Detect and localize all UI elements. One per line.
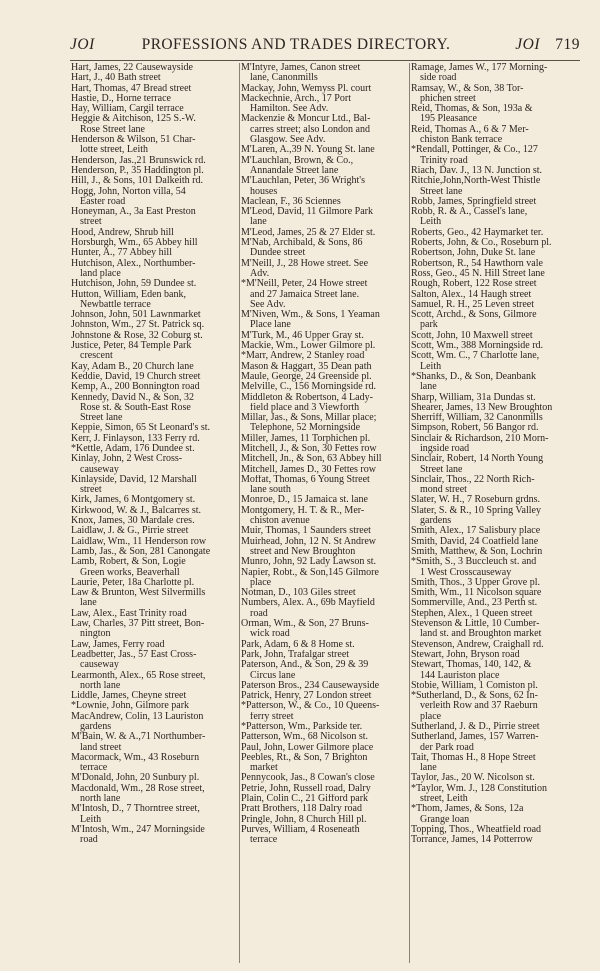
directory-entry-line: Hart, Thomas, 47 Bread street [71, 83, 192, 94]
directory-entry-line: Purves, William, 4 Roseneath [241, 824, 360, 835]
column-divider-1 [239, 63, 240, 963]
directory-entry-line: Simpson, Robert, 56 Bangor rd. [411, 423, 539, 434]
directory-entry-line: place [420, 711, 442, 722]
directory-entry-line: Sinclair & Richardson, 210 Morn- [411, 433, 549, 444]
directory-entry-line: Rose Street lane [80, 124, 145, 135]
directory-entry-line: Easter road [80, 196, 126, 207]
directory-entry-line: Lamb, Jas., & Son, 281 Canongate [71, 546, 211, 557]
directory-entry-line: Scott, Archd., & Sons, Gilmore [411, 310, 537, 321]
directory-entry-line: Montgomery, H. T. & R., Mer- [241, 505, 365, 516]
directory-entry-line: M'Intosh, Wm., 247 Morningside [71, 824, 205, 835]
directory-entry-line: Middleton & Robertson, 4 Lady- [241, 392, 373, 403]
directory-entry-line: Samuel, R. H., 25 Leven street [411, 299, 535, 310]
directory-entry-line: Monroe, D., 15 Jamaica st. lane [241, 495, 368, 506]
directory-entry-line: Kirkwood, W. & J., Balcarres st. [71, 505, 201, 516]
directory-entry-line: Leadbetter, Jas., 57 East Cross- [71, 649, 197, 660]
directory-entry-line: Henderson & Wilson, 51 Char- [71, 135, 196, 146]
directory-entry-line: verleith Row and 37 Raeburn [420, 701, 538, 712]
directory-entry-line: Muirhead, John, 12 N. St Andrew [241, 536, 376, 547]
directory-entry-line: Mackie, Wm., Lower Gilmore pl. [241, 341, 376, 352]
directory-entry-line: *Lownie, John, Gilmore park [71, 701, 190, 712]
directory-entry-line: *Rendall, Pottinger, & Co., 127 [411, 145, 538, 156]
directory-entry-line: Robb, R. & A., Cassel's lane, [411, 207, 528, 218]
directory-entry-line: Reid, Thomas, & Son, 193a & [411, 104, 533, 115]
directory-entry-line: houses [250, 186, 278, 197]
directory-entry-line: Stevenson & Little, 10 Cumber- [411, 619, 540, 630]
directory-entry-line: Roberts, Geo., 42 Haymarket ter. [411, 227, 544, 238]
directory-entry-line: Green works, Beaverhall [80, 567, 180, 578]
directory-entry-line: Law, Charles, 37 Pitt street, Bon- [71, 619, 205, 630]
directory-entry-line: Keddie, David, 19 Church street [71, 371, 201, 382]
directory-entry-line: Hutton, William, Eden bank, [71, 289, 186, 300]
directory-entry-line: *Thom, James, & Sons, 12a [411, 804, 524, 815]
directory-entry-line: Kemp, A., 200 Bonnington road [71, 382, 200, 393]
directory-entry-line: street [80, 485, 102, 496]
directory-entry-line: Laurie, Peter, 18a Charlotte pl. [71, 577, 195, 588]
directory-entry-line: Law, Alex., East Trinity road [71, 608, 187, 619]
directory-entry-line: M'Lauchlan, Peter, 36 Wright's [241, 176, 365, 187]
header-rule [70, 60, 580, 61]
directory-entry-line: Hood, Andrew, Shrub hill [71, 227, 174, 238]
directory-entry-line: Rough, Robert, 122 Rose street [411, 279, 537, 290]
directory-entry-line: Ramsay, W., & Son, 38 Tor- [411, 83, 524, 94]
directory-entry-line: *Kettle, Adam, 176 Dundee st. [71, 443, 195, 454]
directory-entry-line: Ritchie,John,North-West Thistle [411, 176, 541, 187]
directory-entry-line: Leith [80, 814, 102, 825]
directory-entry-line: land place [80, 268, 121, 279]
directory-entry-line: Orman, Wm., & Son, 27 Bruns- [241, 619, 369, 630]
directory-entry-line: carres street; also London and [250, 124, 370, 135]
directory-entry-line: Muir, Thomas, 1 Saunders street [241, 526, 371, 537]
directory-entry-line: causeway [80, 464, 119, 475]
directory-entry-line: Liddle, James, Cheyne street [71, 691, 187, 702]
directory-entry-line: Johnson, John, 501 Lawnmarket [71, 310, 201, 321]
directory-entry-line: Johnstone & Rose, 32 Coburg st. [71, 330, 203, 341]
directory-entry-line: Rose st. & South-East Rose [80, 402, 191, 413]
directory-entry-line: Pratt Brothers, 118 Dalry road [241, 804, 362, 815]
directory-entry-line: Mackenzie & Moncur Ltd., Bal- [241, 114, 371, 125]
directory-entry-line: M'Intyre, James, Canon street [241, 63, 361, 73]
page-number: 719 [555, 36, 580, 53]
directory-entry-line: Slater, W. H., 7 Roseburn grdns. [411, 495, 541, 506]
directory-entry-line: ingside road [420, 443, 470, 454]
directory-entry-line: Hamilton. See Adv. [250, 104, 329, 115]
directory-entry-line: chiston Bank terrace [420, 135, 503, 146]
directory-entry-line: *M'Neill, Peter, 24 Howe street [241, 279, 368, 290]
directory-entry-line: lane [420, 382, 437, 393]
directory-entry-line: lane south [250, 485, 291, 496]
directory-entry-line: lane [80, 598, 97, 609]
directory-entry-line: Street lane [420, 186, 463, 197]
directory-entry-line: Smith, Alex., 17 Salisbury place [411, 526, 541, 537]
directory-entry-line: Lamb, Robert, & Son, Logie [71, 557, 186, 568]
directory-entry-line: Shearer, James, 13 New Broughton [411, 402, 553, 413]
directory-entry-line: See Adv. [250, 299, 286, 310]
directory-entry-line: Annandale Street lane [250, 165, 339, 176]
directory-entry-line: Macormack, Wm., 43 Roseburn [71, 752, 200, 763]
directory-entry-line: Hutchison, Alex., Northumber- [71, 258, 196, 269]
page-header [70, 36, 580, 60]
directory-entry-line: mond street [420, 485, 467, 496]
directory-entry-line: chiston avenue [250, 516, 310, 527]
directory-entry-line: Hutchison, John, 59 Dundee st. [71, 279, 197, 290]
directory-entry-line: Learmonth, Alex., 65 Rose street, [71, 670, 206, 681]
directory-entry-line: Smith, Matthew, & Son, Lochrin [411, 546, 543, 557]
directory-entry-line: Paterson Bros., 234 Causewayside [241, 680, 380, 691]
directory-entry-line: der Park road [420, 742, 474, 753]
directory-entry-line: Stevenson, Andrew, Craighall rd. [411, 639, 544, 650]
directory-entry-line: Kerr, J. Finlayson, 133 Ferry rd. [71, 433, 200, 444]
directory-entry-line: lane, Canonmills [250, 73, 318, 84]
directory-entry-line: market [250, 763, 278, 774]
directory-entry-line: Laidlaw, J. & G., Pirrie street [71, 526, 189, 537]
header-title: PROFESSIONS AND TRADES DIRECTORY. [141, 36, 451, 53]
directory-entry-line: Telephone, 52 Morningside [250, 423, 361, 434]
directory-entry-line: Kinlay, John, 2 West Cross- [71, 454, 183, 465]
column-divider-2 [409, 63, 410, 963]
directory-entry-line: Hogg, John, Norton villa, 54 [71, 186, 186, 197]
directory-entry-line: Maclean, F., 36 Sciennes [241, 196, 341, 207]
directory-entry-line: Pringle, John, 8 Church Hill pl. [241, 814, 367, 825]
directory-entry-line: Robb, James, Springfield street [411, 196, 537, 207]
directory-entry-line: Tait, Thomas H., 8 Hope Street [411, 752, 536, 763]
directory-entry-line: gardens [80, 722, 112, 732]
directory-entry-line: 195 Pleasance [420, 114, 477, 125]
directory-entry-line: Mason & Haggart, 35 Dean path [241, 361, 372, 372]
directory-entry-line: Smith, Wm., 11 Nicolson square [411, 588, 542, 599]
directory-entry-line: Paterson, And., & Son, 29 & 39 [241, 660, 369, 671]
directory-entry-line: *Patterson, Wm., Parkside ter. [241, 722, 363, 732]
directory-entry-line: Melville, C., 156 Morningside rd. [241, 382, 376, 393]
directory-entry-line: Mackechnie, Arch., 17 Port [241, 93, 351, 104]
directory-entry-line: Moffat, Thomas, 6 Young Street [241, 474, 370, 485]
directory-entry-line: and 27 Jamaica Street lane. [250, 289, 360, 300]
directory-columns [71, 63, 580, 963]
directory-entry-line: M'Niven, Wm., & Sons, 1 Yeaman [241, 310, 380, 321]
directory-entry-line: road [80, 835, 98, 846]
directory-entry-line: causeway [80, 660, 119, 671]
directory-entry-line: wick road [250, 629, 290, 640]
directory-entry-line: Pennycook, Jas., 8 Cowan's close [241, 773, 375, 784]
directory-entry-line: Stobie, William, 1 Comiston pl. [411, 680, 538, 691]
directory-entry-line: Ramage, James W., 177 Morning- [411, 63, 548, 73]
directory-entry-line: Smith, Thos., 3 Upper Grove pl. [411, 577, 540, 588]
directory-entry-line: Sharp, William, 31a Dundas st. [411, 392, 536, 403]
directory-entry-line: Laidlaw, Wm., 11 Henderson row [71, 536, 207, 547]
directory-entry-line: Sutherland, J. & D., Pirrie street [411, 722, 540, 732]
directory-entry-line: land st. and Broughton market [420, 629, 542, 640]
directory-entry-line: Ross, Geo., 45 N. Hill Street lane [411, 268, 545, 279]
directory-entry-line: Dundee street [250, 248, 306, 259]
directory-entry-line: Law, James, Ferry road [71, 639, 165, 650]
directory-entry-line: Maule, George, 24 Greenside pl. [241, 371, 372, 382]
directory-entry-line: Grange loan [420, 814, 470, 825]
directory-entry-line: 1 West Crosscauseway [420, 567, 512, 578]
directory-entry-line: Patterson, Wm., 68 Nicolson st. [241, 732, 369, 743]
directory-entry-line: Smith, David, 24 Coatfield lane [411, 536, 539, 547]
directory-entry-line: Park, John, Trafalgar street [241, 649, 350, 660]
directory-entry-line: Place lane [250, 320, 291, 331]
directory-entry-line: gardens [420, 516, 452, 527]
directory-entry-line: field place and 3 Viewforth [250, 402, 360, 413]
directory-entry-line: lotte street, Leith [80, 145, 149, 156]
directory-entry-line: Slater, S. & R., 10 Spring Valley [411, 505, 541, 516]
directory-entry-line: Peebles, Rt., & Son, 7 Brighton [241, 752, 368, 763]
directory-entry-line: Patrick, Henry, 27 London street [241, 691, 372, 702]
directory-entry-line: Topping, Thos., Wheatfield road [411, 824, 542, 835]
directory-entry-line: Roberts, John, & Co., Roseburn pl. [411, 238, 552, 249]
directory-entry-line: Salton, Alex., 14 Haugh street [411, 289, 532, 300]
directory-entry-line: *Sutherland, D., & Sons, 62 In- [411, 691, 538, 702]
directory-entry-line: Millar, Jas., & Sons, Millar place; [241, 413, 377, 424]
directory-entry-line: Hunter, A., 77 Abbey hill [71, 248, 172, 259]
directory-entry-line: *Smith, S., 3 Buccleuch st. and [411, 557, 537, 568]
directory-entry-line: *Taylor, Wm. J., 128 Constitution [411, 783, 547, 794]
directory-entry-line: M'Nab, Archibald, & Sons, 86 [241, 238, 363, 249]
directory-entry-line: Macdonald, Wm., 28 Rose street, [71, 783, 205, 794]
directory-entry-line: Adv. [250, 268, 270, 279]
directory-entry-line: terrace [250, 835, 278, 846]
directory-entry-line: land street [80, 742, 122, 753]
directory-entry-line: Mackay, John, Wemyss Pl. court [241, 83, 372, 94]
header-left-word: JOI [70, 36, 95, 53]
directory-entry-line: Stewart, Thomas, 140, 142, & [411, 660, 532, 671]
directory-entry-line: Scott, John, 10 Maxwell street [411, 330, 533, 341]
directory-entry-line: Kinlayside, David, 12 Marshall [71, 474, 197, 485]
directory-entry-line: M'Intosh, D., 7 Thorntree street, [71, 804, 200, 815]
directory-entry-line: Notman, D., 103 Giles street [241, 588, 356, 599]
directory-entry-line: Riach, Dav. J., 13 N. Junction st. [411, 165, 543, 176]
directory-entry-line: Kennedy, David N., & Son, 32 [71, 392, 194, 403]
directory-entry-line: park [420, 320, 438, 331]
directory-entry-line: Sinclair, Thos., 22 North Rich- [411, 474, 535, 485]
directory-entry-line: north lane [80, 680, 121, 691]
directory-entry-line: Henderson, P., 35 Haddington pl. [71, 165, 204, 176]
directory-entry-line: M'Lauchlan, Brown, & Co., [241, 155, 354, 166]
directory-entry-line: Horsburgh, Wm., 65 Abbey hill [71, 238, 198, 249]
directory-entry-line: *Marr, Andrew, 2 Stanley road [241, 351, 365, 362]
directory-entry-line: Glasgow. See Adv. [250, 135, 326, 146]
directory-entry-line: M'Turk, M., 46 Upper Gray st. [241, 330, 364, 341]
directory-entry-line: M'Neill, J., 28 Howe street. See [241, 258, 369, 269]
directory-entry-line: Napier, Robt., & Son,145 Gilmore [241, 567, 379, 578]
directory-column-1 [71, 63, 239, 963]
directory-entry-line: lane [420, 763, 437, 774]
directory-entry-line: place [250, 577, 272, 588]
directory-entry-line: Henderson, Jas.,21 Brunswick rd. [71, 155, 206, 166]
directory-entry-line: Knox, James, 30 Mardale cres. [71, 516, 195, 527]
directory-entry-line: Circus lane [250, 670, 296, 681]
directory-entry-line: side road [420, 73, 457, 84]
directory-entry-line: street [80, 217, 102, 228]
directory-entry-line: Torrance, James, 14 Potterrow [411, 835, 533, 846]
directory-entry-line: Kay, Adam B., 20 Church lane [71, 361, 194, 372]
directory-entry-line: 144 Lauriston place [420, 670, 500, 681]
directory-entry-line: Mitchell, J., & Son, 30 Fettes row [241, 443, 377, 454]
directory-entry-line: north lane [80, 794, 121, 805]
directory-entry-line: phichen street [420, 93, 476, 104]
directory-entry-line: crescent [80, 351, 113, 362]
directory-entry-line: Miller, James, 11 Torphichen pl. [241, 433, 371, 444]
directory-entry-line: *Shanks, D., & Son, Deanbank [411, 371, 536, 382]
directory-entry-line: Street lane [80, 413, 123, 424]
directory-entry-line: M'Leod, David, 11 Gilmore Park [241, 207, 373, 218]
directory-entry-line: Reid, Thomas A., 6 & 7 Mer- [411, 124, 529, 135]
directory-entry-line: Street lane [420, 464, 463, 475]
header-right-word: JOI [515, 36, 540, 53]
directory-entry-line: Mitchell, James D., 30 Fettes row [241, 464, 376, 475]
directory-entry-line: Newbattle terrace [80, 299, 151, 310]
directory-entry-line: Mitchell, Jn., & Son, 63 Abbey hill [241, 454, 382, 465]
directory-entry-line: Johnston, Wm., 27 St. Patrick sq. [71, 320, 205, 331]
directory-entry-line: Sinclair, Robert, 14 North Young [411, 454, 544, 465]
directory-entry-line: *Patterson, W., & Co., 10 Queens- [241, 701, 380, 712]
directory-entry-line: Keppie, Simon, 65 St Leonard's st. [71, 423, 211, 434]
directory-entry-line: M'Donald, John, 20 Sunbury pl. [71, 773, 200, 784]
directory-entry-line: M'Leod, James, 25 & 27 Elder st. [241, 227, 376, 238]
directory-entry-line: Law & Brunton, West Silvermills [71, 588, 206, 599]
directory-entry-line: terrace [80, 763, 108, 774]
directory-entry-line: Stephen, Alex., 1 Queen street [411, 608, 533, 619]
directory-entry-line: Hay, William, Cargil terrace [71, 104, 184, 115]
directory-entry-line: Hart, J., 40 Bath street [71, 73, 161, 84]
directory-entry-line: lane [250, 217, 267, 228]
directory-column-3 [411, 63, 579, 963]
directory-entry-line: Honeyman, A., 3a East Preston [71, 207, 196, 218]
directory-entry-line: Sutherland, James, 157 Warren- [411, 732, 539, 743]
directory-entry-line: Hill, J., & Sons, 101 Dalkeith rd. [71, 176, 203, 187]
directory-entry-line: MacAndrew, Colin, 13 Lauriston [71, 711, 204, 722]
directory-entry-line: Scott, Wm., 388 Morningside rd. [411, 341, 544, 352]
directory-entry-line: street and New Broughton [250, 546, 356, 557]
directory-entry-line: Hastie, D., Horne terrace [71, 93, 171, 104]
directory-entry-line: Robertson, John, Duke St. lane [411, 248, 536, 259]
directory-entry-line: Stewart, John, Bryson road [411, 649, 520, 660]
directory-entry-line: Petrie, John, Russell road, Dalry [241, 783, 371, 794]
directory-entry-line: Munro, John, 92 Lady Lawson st. [241, 557, 376, 568]
directory-entry-line: Numbers, Alex. A., 69b Mayfield [241, 598, 375, 609]
directory-entry-line: road [250, 608, 268, 619]
directory-entry-line: Park, Adam, 6 & 8 Home st. [241, 639, 355, 650]
directory-entry-line: Leith [420, 361, 442, 372]
directory-entry-line: M'Bain, W. & A.,71 Northumber- [71, 732, 206, 743]
directory-entry-line: Sommerville, And., 23 Perth st. [411, 598, 538, 609]
directory-entry-line: nington [80, 629, 111, 640]
directory-entry-line: Paul, John, Lower Gilmore place [241, 742, 374, 753]
directory-entry-line: Robertson, R., 54 Hawthorn vale [411, 258, 543, 269]
directory-entry-line: Trinity road [420, 155, 468, 166]
directory-entry-line: Hart, James, 22 Causewayside [71, 63, 193, 73]
directory-entry-line: Scott, Wm. C., 7 Charlotte lane, [411, 351, 540, 362]
directory-entry-line: Justice, Peter, 84 Temple Park [71, 341, 192, 352]
directory-entry-line: Leith [420, 217, 442, 228]
directory-entry-line: ferry street [250, 711, 294, 722]
directory-column-2 [241, 63, 409, 963]
directory-entry-line: Heggie & Aitchison, 125 S.-W. [71, 114, 196, 125]
directory-entry-line: M'Laren, A.,39 N. Young St. lane [241, 145, 375, 156]
directory-entry-line: Kirk, James, 6 Montgomery st. [71, 495, 196, 506]
directory-entry-line: Sherriff, William, 32 Canonmills [411, 413, 543, 424]
directory-entry-line: Taylor, Jas., 20 W. Nicolson st. [411, 773, 535, 784]
directory-entry-line: Plain, Colin C., 21 Gifford park [241, 794, 369, 805]
directory-entry-line: street, Leith [420, 794, 468, 805]
